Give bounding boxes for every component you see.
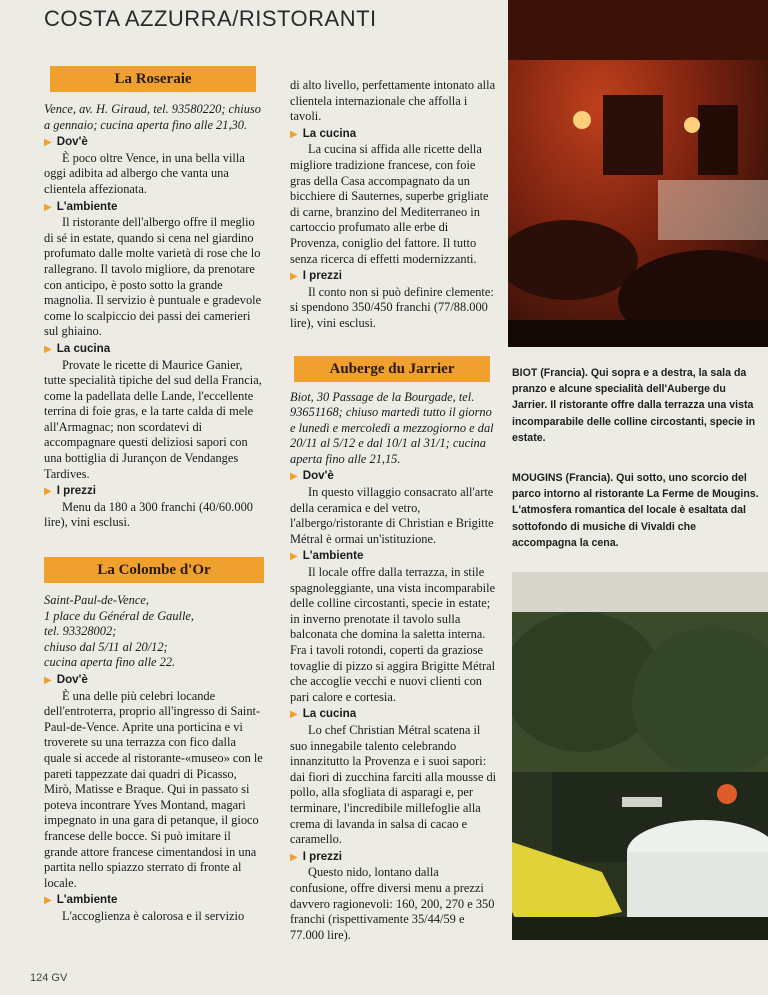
column-middle (290, 78, 498, 943)
triangle-icon: ▶ (44, 343, 52, 355)
section-prezzi: ▶ I prezzi (290, 269, 343, 283)
page-title: COSTA AZZURRA/RISTORANTI (44, 6, 377, 31)
heading-colombe: La Colombe d'Or (44, 557, 264, 583)
section-ambiente: ▶ L'ambiente (44, 893, 118, 907)
section-dove: ▶ Dov'è (44, 135, 88, 149)
triangle-icon: ▶ (44, 486, 52, 498)
section-prezzi: ▶ I prezzi (44, 484, 97, 498)
triangle-icon: ▶ (290, 471, 298, 483)
triangle-icon: ▶ (290, 271, 298, 283)
dining-room-photo (508, 0, 768, 347)
section-dove: ▶ Dov'è (290, 469, 334, 483)
triangle-icon: ▶ (290, 709, 298, 721)
triangle-icon: ▶ (44, 201, 52, 213)
text-cucina: La cucina si affida alle ricette della migliore tradizione francese, con foie gras della Casa accompagnato da un bicchiere di Sauternes, superbe grigliate di carne, branzino del Mediterraneo in cartoccio profumato alle erbe di Provenza, coniglio del fattore. Il tutto senza ricerca di effetti modernizzanti. (290, 142, 489, 266)
info-roseraie: Vence, av. H. Giraud, tel. 93580220; chiuso a gennaio; cucina aperta fino alle 21,30. (44, 102, 261, 132)
text-cucina: Lo chef Christian Métral scatena il suo innegabile talento celebrando innanzitutto la Provenza e i suoi sapori: dai fiori di zucchina farciti alla mousse di pollo, alla sfogliata di asparagi e, per terminare, l'incredibile millefoglie alla crema di lavanda in salsa di cacao e caramello. (290, 722, 497, 847)
text-ambiente: Il ristorante dell'albergo offre il meglio di sé in estate, quando si cena nel giardino profumato dalle molte varietà di rose che lo rallegrano. Il tavolo migliore, da prenotare con anticipo, è posto sotto la grande magnolia. Il servizio è puntuale e gradevole come lo scalpiccio dei passi dei camerieri sul ghiaino. (44, 215, 262, 339)
heading-roseraie: La Roseraie (50, 66, 256, 92)
info-jarrier: Biot, 30 Passage de la Bourgade, tel. 93651168; chiuso martedì tutto il giorno e lunedì e mercoledì a mezzogiorno e dal 20/11 al 5/12 e dal 10/1 al 31/1; cucina aperta fino alle 21,15. (290, 389, 494, 466)
triangle-icon: ▶ (44, 895, 52, 907)
column-left (44, 66, 264, 925)
section-dove: ▶ Dov'è (44, 673, 88, 686)
triangle-icon: ▶ (290, 851, 298, 863)
section-cucina: ▶ La cucina (44, 341, 111, 355)
text-dove: In questo villaggio consacrato all'arte della ceramica e del vetro, l'albergo/ristorante di Christian e Brigitte Métral è ormai un'istituzione. (290, 485, 494, 546)
text-prezzi: Questo nido, lontano dalla confusione, offre diversi menu a prezzi davvero ragionevoli: 160, 200, 270 e 350 franchi (rispettivamente 35/44/59 e 77.000 lire). (290, 865, 495, 942)
info-colombe: Saint-Paul-de-Vence, 1 place du Général de Gaulle, tel. 93328002; chiuso dal 5/11 al 20/12; cucina aperta fino alle 22. (44, 593, 195, 670)
triangle-icon: ▶ (44, 675, 52, 686)
section-ambiente: ▶ L'ambiente (290, 549, 364, 563)
text-prezzi: Menu da 180 a 300 franchi (40/60.000 lire), vini esclusi. (44, 499, 253, 530)
section-cucina: ▶ La cucina (290, 126, 357, 140)
heading-jarrier: Auberge du Jarrier (294, 356, 490, 382)
section-prezzi: ▶ I prezzi (290, 849, 343, 863)
caption-mougins: MOUGINS (Francia). Qui sotto, uno scorcio del parco intorno al ristorante La Ferme de Mougins. L'atmosfera romantica del locale è esaltata dal sottofondo di musiche di Vivaldi che accompagna la cena. (512, 472, 759, 549)
garden-terrace-photo (512, 572, 768, 940)
triangle-icon: ▶ (290, 128, 298, 140)
text-ambiente: L'accoglienza è calorosa e il servizio (62, 908, 245, 923)
caption-biot: BIOT (Francia). Qui sopra e a destra, la sala da pranzo e alcune specialità dell'Auberge du Jarrier. Il ristorante offre dalla terrazza una vista incomparabile delle colline circostanti, specie in estate. (512, 367, 756, 444)
triangle-icon: ▶ (44, 137, 52, 149)
text-dove: È una delle più celebri locande dell'entroterra, proprio all'ingresso di Saint-Paul-de-Vence. Aprite una porticina e vi troverete su una terrazza con fico dalla quale si accede al ristorante-«museo» con le pareti tappezzate dai quadri di Picasso, Mirò, Matisse e Braque. Qui in passato si poteva incontrare Yves Montand, magari impegnato in una gara di petanque, il gioco francese delle bocce. Si può imitare il grande attore francese cimentandosi in una partita nello spiazzo sterrato di fronte al locale. (44, 688, 263, 890)
section-cucina: ▶ La cucina (290, 707, 357, 721)
triangle-icon: ▶ (290, 551, 298, 563)
text-dove: È poco oltre Vence, in una bella villa oggi adibita ad albergo che vanta una clientela affezionata. (44, 150, 245, 196)
text-cucina: Provate le ricette di Maurice Ganier, tutte specialità tipiche del sud della Francia, come la padellata delle Lande, l'eccellente terrina di foie gras, e la tarte calda di mele all'Armagnac; non scordatevi di accompagnare questi deliziosi sapori con una bottiglia di Jurançon de Vendanges Tardives. (44, 357, 262, 481)
text-prezzi: Il conto non si può definire clemente: si spendono 350/450 franchi (77/88.000 lire), vini esclusi. (290, 284, 494, 330)
text-ambiente-cont: di alto livello, perfettamente intonato alla clientela internazionale che affolla i tavoli. (290, 78, 496, 124)
section-ambiente: ▶ L'ambiente (44, 199, 118, 213)
text-ambiente: Il locale offre dalla terrazza, in stile spagnoleggiante, una vista incomparabile delle colline circostanti, specie in estate; in inverno prenotate il tavolo sulla balconata che domina la saletta interna. Fra i tavoli rotondi, coperti da graziose tovaglie di pizzo si aggira Brigitte Métral che accoglie vecchi e nuovi clienti con pari calore e cortesia. (290, 565, 496, 704)
page-folio: 124 GV (30, 972, 68, 984)
